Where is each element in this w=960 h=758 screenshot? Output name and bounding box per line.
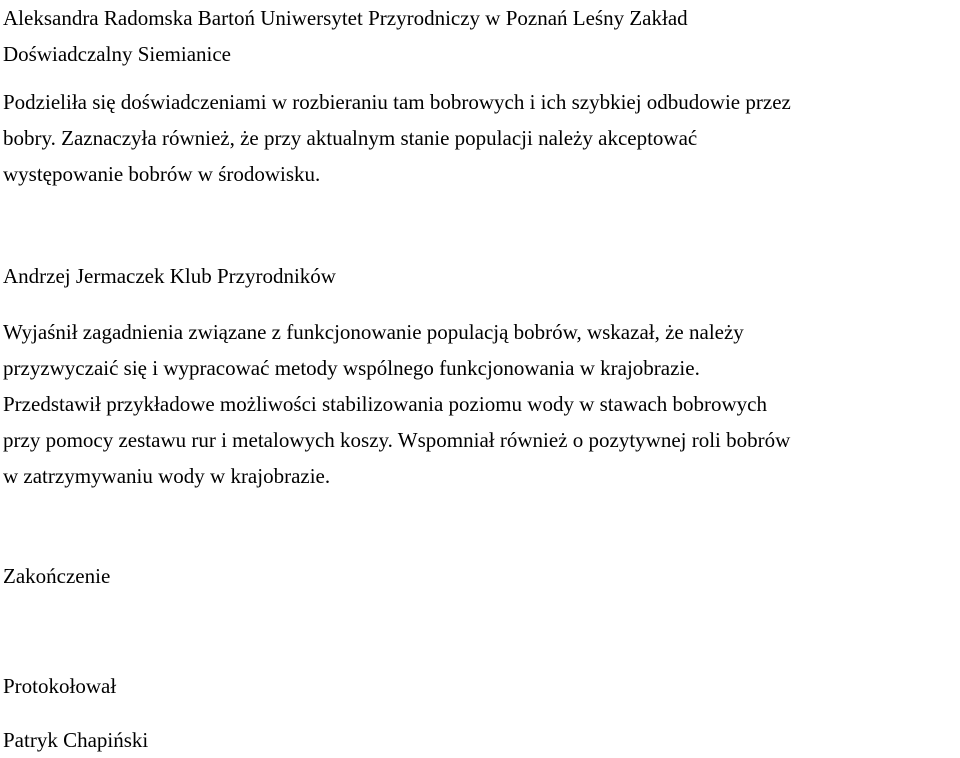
paragraph-line: Wyjaśnił zagadnienia związane z funkcjonowanie populacją bobrów, wskazał, że należy	[3, 320, 744, 344]
speaker-line: Aleksandra Radomska Bartoń Uniwersytet Przyrodniczy w Poznań Leśny Zakład	[3, 6, 688, 30]
minutes-author-name: Patryk Chapiński	[3, 728, 149, 752]
minutes-author	[3, 722, 956, 758]
paragraph-line: w zatrzymywaniu wody w krajobrazie.	[3, 464, 331, 488]
paragraph-line: przy pomocy zestawu rur i metalowych koszy. Wspomniał również o pozytywnej roli bobrów	[3, 428, 791, 452]
section-2-speaker-header	[3, 258, 956, 294]
paragraph-line: bobry. Zaznaczyła również, że przy aktualnym stanie populacji należy akceptować	[3, 126, 698, 150]
section-1-body-paragraph	[3, 84, 956, 192]
minutes-label-text: Protokołował	[3, 674, 117, 698]
closing-heading	[3, 558, 956, 594]
speaker-line: Doświadczalny Siemianice	[3, 42, 232, 66]
section-2-body-paragraph	[3, 314, 956, 494]
paragraph-line: przyzwyczaić się i wypracować metody wspólnego funkcjonowania w krajobrazie.	[3, 356, 700, 380]
paragraph-line: Podzieliła się doświadczeniami w rozbieraniu tam bobrowych i ich szybkiej odbudowie przez	[3, 90, 791, 114]
paragraph-line: występowanie bobrów w środowisku.	[3, 162, 321, 186]
speaker-line: Andrzej Jermaczek Klub Przyrodników	[3, 264, 336, 288]
paragraph-line: Przedstawił przykładowe możliwości stabilizowania poziomu wody w stawach bobrowych	[3, 392, 767, 416]
closing-heading-text: Zakończenie	[3, 564, 111, 588]
minutes-label	[3, 668, 956, 704]
section-1-speaker-header	[3, 0, 956, 72]
